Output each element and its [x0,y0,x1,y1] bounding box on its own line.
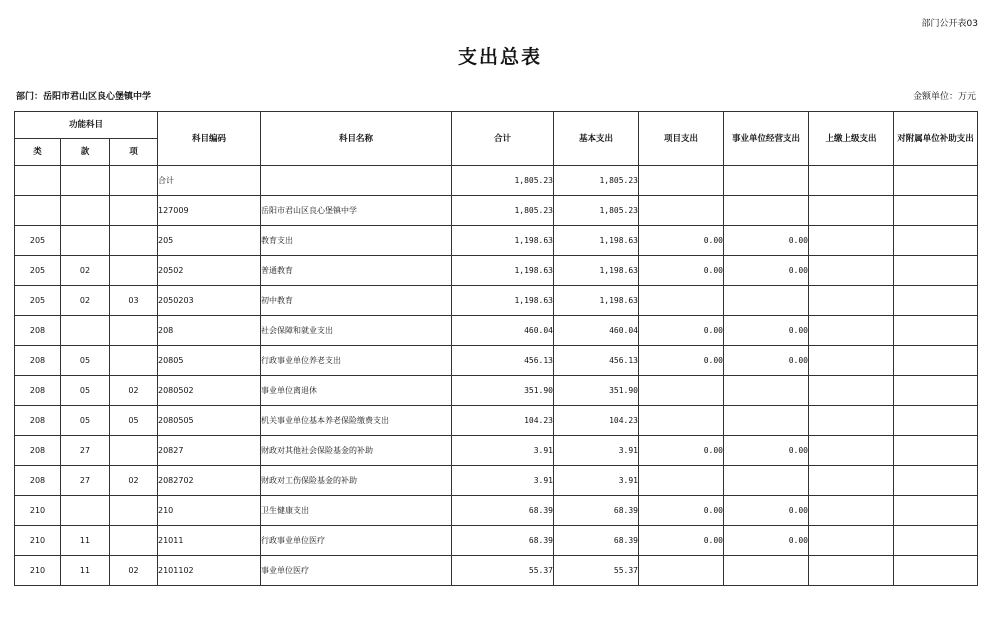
table-row [15,496,978,526]
cell-upper [809,406,894,436]
cell-subsidy [894,316,978,346]
cell-project: 0.00 [639,346,724,376]
cell-upper [809,436,894,466]
cell-total: 3.91 [452,436,554,466]
cell-basic: 460.04 [554,316,639,346]
cell-code: 205 [158,226,261,256]
cell-name: 初中教育 [261,286,452,316]
cell-total: 68.39 [452,496,554,526]
cell-subsidy [894,436,978,466]
cell-lei: 208 [15,316,61,346]
table-row [15,436,978,466]
cell-lei: 208 [15,436,61,466]
cell-lei [15,196,61,226]
table-row [15,466,978,496]
header-function-subject: 功能科目 [15,112,158,139]
table-header [15,112,978,166]
cell-business: 0.00 [724,256,809,286]
cell-kuan: 05 [61,346,110,376]
cell-xiang [110,196,158,226]
cell-code: 127009 [158,196,261,226]
cell-code: 2080505 [158,406,261,436]
cell-upper [809,196,894,226]
cell-project [639,376,724,406]
cell-basic: 55.37 [554,556,639,586]
cell-name: 岳阳市君山区良心堡镇中学 [261,196,452,226]
cell-upper [809,256,894,286]
cell-name: 机关事业单位基本养老保险缴费支出 [261,406,452,436]
cell-project [639,466,724,496]
cell-project: 0.00 [639,256,724,286]
cell-basic: 351.90 [554,376,639,406]
cell-kuan: 11 [61,526,110,556]
cell-subsidy [894,556,978,586]
department-label: 部门：岳阳市君山区良心堡镇中学 [16,92,152,102]
table-row [15,526,978,556]
cell-upper [809,376,894,406]
cell-basic: 1,805.23 [554,166,639,196]
cell-subsidy [894,286,978,316]
cell-xiang: 05 [110,406,158,436]
table-row [15,196,978,226]
cell-project: 0.00 [639,436,724,466]
cell-basic: 1,198.63 [554,286,639,316]
cell-basic: 1,198.63 [554,256,639,286]
cell-basic: 1,805.23 [554,196,639,226]
header-code: 科目编码 [158,112,261,166]
cell-kuan [61,226,110,256]
cell-upper [809,316,894,346]
cell-business [724,376,809,406]
cell-kuan: 05 [61,406,110,436]
cell-kuan: 02 [61,286,110,316]
expenditure-table [14,111,978,586]
page-title: 支出总表 [457,46,542,68]
cell-subsidy [894,196,978,226]
cell-upper [809,226,894,256]
cell-name [261,166,452,196]
cell-project [639,166,724,196]
cell-business [724,406,809,436]
cell-lei: 205 [15,286,61,316]
cell-business: 0.00 [724,316,809,346]
cell-kuan [61,316,110,346]
cell-upper [809,166,894,196]
cell-name: 卫生健康支出 [261,496,452,526]
cell-business: 0.00 [724,526,809,556]
cell-kuan: 27 [61,466,110,496]
cell-total: 1,198.63 [452,226,554,256]
header-xiang: 项 [110,139,158,166]
cell-name: 教育支出 [261,226,452,256]
cell-kuan: 02 [61,256,110,286]
cell-basic: 3.91 [554,466,639,496]
cell-project: 0.00 [639,526,724,556]
cell-xiang [110,316,158,346]
cell-business [724,166,809,196]
cell-name: 事业单位离退休 [261,376,452,406]
cell-upper [809,526,894,556]
cell-business [724,466,809,496]
cell-code: 2082702 [158,466,261,496]
cell-subsidy [894,166,978,196]
cell-xiang [110,226,158,256]
cell-xiang [110,166,158,196]
cell-xiang: 03 [110,286,158,316]
cell-name: 财政对工伤保险基金的补助 [261,466,452,496]
cell-business [724,556,809,586]
cell-upper [809,496,894,526]
table-row [15,286,978,316]
cell-total: 1,805.23 [452,166,554,196]
cell-lei: 210 [15,496,61,526]
cell-name: 行政事业单位医疗 [261,526,452,556]
table-row [15,346,978,376]
cell-project [639,406,724,436]
cell-xiang [110,256,158,286]
cell-lei: 208 [15,346,61,376]
cell-basic: 104.23 [554,406,639,436]
header-name: 科目名称 [261,112,452,166]
cell-upper [809,286,894,316]
cell-code: 20827 [158,436,261,466]
cell-basic: 3.91 [554,436,639,466]
cell-lei: 210 [15,556,61,586]
cell-subsidy [894,406,978,436]
cell-kuan: 11 [61,556,110,586]
cell-total: 104.23 [452,406,554,436]
cell-subsidy [894,376,978,406]
header-kuan: 款 [61,139,110,166]
cell-total: 351.90 [452,376,554,406]
cell-kuan: 27 [61,436,110,466]
cell-xiang: 02 [110,556,158,586]
table-row [15,406,978,436]
header-business: 事业单位经营支出 [724,112,809,166]
cell-total: 1,198.63 [452,286,554,316]
cell-lei [15,166,61,196]
cell-lei: 208 [15,376,61,406]
cell-basic: 1,198.63 [554,226,639,256]
cell-name: 财政对其他社会保险基金的补助 [261,436,452,466]
cell-lei: 208 [15,466,61,496]
cell-name: 普通教育 [261,256,452,286]
cell-xiang: 02 [110,466,158,496]
cell-code: 208 [158,316,261,346]
cell-total: 3.91 [452,466,554,496]
cell-code: 2050203 [158,286,261,316]
header-lei: 类 [15,139,61,166]
cell-kuan [61,496,110,526]
cell-upper [809,556,894,586]
header-upper: 上缴上级支出 [809,112,894,166]
cell-kuan: 05 [61,376,110,406]
cell-xiang [110,496,158,526]
cell-project: 0.00 [639,316,724,346]
cell-project [639,196,724,226]
cell-total: 460.04 [452,316,554,346]
table-row [15,316,978,346]
amount-unit-label: 金额单位：万元 [912,92,976,102]
cell-name: 社会保障和就业支出 [261,316,452,346]
cell-subsidy [894,346,978,376]
cell-code: 21011 [158,526,261,556]
cell-business [724,286,809,316]
cell-code: 合计 [158,166,261,196]
cell-business [724,196,809,226]
cell-lei: 208 [15,406,61,436]
cell-subsidy [894,526,978,556]
table-row [15,166,978,196]
cell-kuan [61,196,110,226]
header-basic: 基本支出 [554,112,639,166]
cell-xiang: 02 [110,376,158,406]
cell-upper [809,346,894,376]
cell-subsidy [894,466,978,496]
cell-code: 2080502 [158,376,261,406]
cell-total: 1,805.23 [452,196,554,226]
cell-code: 20502 [158,256,261,286]
cell-upper [809,466,894,496]
cell-total: 68.39 [452,526,554,556]
cell-basic: 456.13 [554,346,639,376]
cell-total: 1,198.63 [452,256,554,286]
form-number: 部门公开表03 [921,19,978,29]
table-row [15,376,978,406]
cell-xiang [110,346,158,376]
cell-project [639,556,724,586]
cell-basic: 68.39 [554,526,639,556]
cell-xiang [110,526,158,556]
cell-business: 0.00 [724,496,809,526]
cell-name: 事业单位医疗 [261,556,452,586]
cell-basic: 68.39 [554,496,639,526]
table-body [15,166,978,586]
cell-name: 行政事业单位养老支出 [261,346,452,376]
header-total: 合计 [452,112,554,166]
cell-subsidy [894,496,978,526]
cell-project: 0.00 [639,226,724,256]
table-row [15,256,978,286]
header-subsidy: 对附属单位补助支出 [894,112,978,166]
cell-business: 0.00 [724,346,809,376]
cell-code: 210 [158,496,261,526]
header-project: 项目支出 [639,112,724,166]
cell-lei: 205 [15,256,61,286]
cell-project: 0.00 [639,496,724,526]
cell-lei: 210 [15,526,61,556]
cell-xiang [110,436,158,466]
table-row [15,556,978,586]
cell-business: 0.00 [724,436,809,466]
cell-total: 456.13 [452,346,554,376]
cell-subsidy [894,256,978,286]
cell-total: 55.37 [452,556,554,586]
cell-lei: 205 [15,226,61,256]
table-row [15,226,978,256]
cell-project [639,286,724,316]
cell-code: 2101102 [158,556,261,586]
cell-kuan [61,166,110,196]
cell-business: 0.00 [724,226,809,256]
cell-code: 20805 [158,346,261,376]
cell-subsidy [894,226,978,256]
